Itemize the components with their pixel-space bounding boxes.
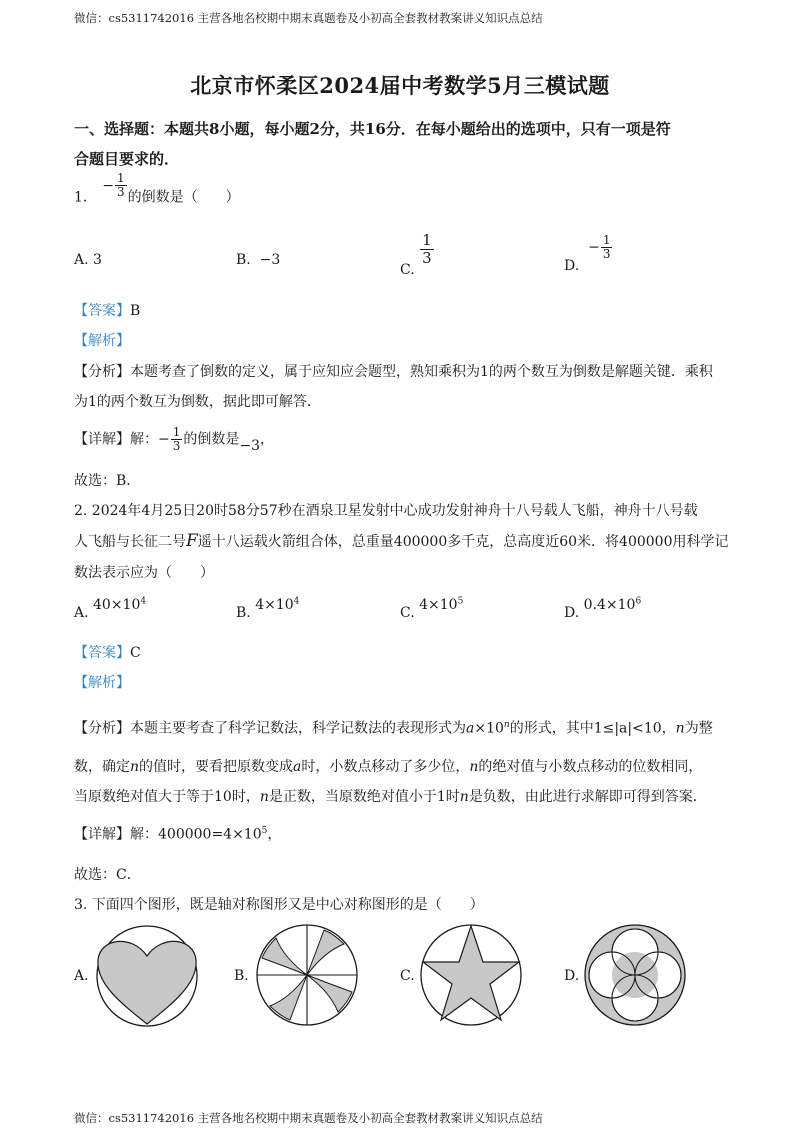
q1-minus: − — [102, 177, 114, 194]
q3-option-d-label: D. — [564, 968, 580, 984]
q3-option-c-label: C. — [400, 968, 415, 984]
q1-answer: 【答案】B — [74, 303, 141, 319]
page-header: 微信：cs5311742016 主营各地名校期中期末真题卷及小初高全套教材教案讲义知识点总结 — [74, 11, 543, 25]
q2-stem-line3: 数法表示应为（ ） — [74, 565, 214, 581]
q2-stem-line1: 2. 2024年4月25日20时58分57秒在酒泉卫星发射中心成功发射神舟十八号载人飞船，神舟十八号载 — [74, 503, 698, 519]
q1-analysis-line2: 为1的两个数互为倒数，据此即可解答． — [74, 394, 321, 410]
q2-option-c: C. $4\times 10^5$ — [400, 596, 464, 621]
q3-stem: 3. 下面四个图形，既是轴对称图形又是中心对称图形的是（ ） — [74, 897, 484, 913]
q1-choose: 故选：B． — [74, 473, 141, 489]
q2-analysis-line2: 数，确定n的值时，要看把原数变成a时，小数点移动了多少位，n的绝对值与小数点移动的位数相同， — [74, 759, 703, 775]
q3-option-a-label: A. — [74, 968, 89, 984]
q2-analysis-tag: 【解析】 — [74, 675, 130, 691]
q1-analysis-tag: 【解析】 — [74, 333, 130, 349]
q3-figure-c-star-in-circle — [418, 922, 524, 1028]
q3-figure-b-pinwheel-in-circle — [254, 922, 360, 1028]
q3-figure-a-heart-in-circle — [92, 924, 202, 1028]
q2-choose: 故选：C． — [74, 867, 141, 883]
q1-stem — [74, 171, 240, 211]
q1-fraction: $\frac{1}{3}$ — [117, 171, 125, 199]
q2-option-a: A. $40\times 10^4$ — [74, 596, 147, 621]
q1-detail: 【详解】解：− $\frac{1}{3}$ 的倒数是−3， — [74, 425, 275, 454]
q1-stem-tail: 的倒数是（ ） — [127, 189, 240, 206]
page-footer: 微信：cs5311742016 主营各地名校期中期末真题卷及小初高全套教材教案讲义知识点总结 — [74, 1111, 543, 1125]
q1-option-c: C. $\frac{1}{3}$ — [400, 231, 432, 278]
q3-option-b-label: B. — [234, 968, 249, 984]
q1-option-b: B. −3 — [236, 252, 281, 268]
q1-option-a: A. 3 — [74, 252, 102, 268]
q2-analysis-line3: 当原数绝对值大于等于10时，n是正数，当原数绝对值小于1时n是负数，由此进行求解即可得到答案． — [74, 789, 707, 805]
q2-analysis-line1: 【分析】本题主要考查了科学记数法，科学记数法的表现形式为$a\times 10^n$的形式，其中1≤|a|<10，n为整 — [74, 720, 713, 737]
page-title: 北京市怀柔区2024届中考数学5月三模试题 — [190, 73, 610, 98]
q2-option-d: D. $0.4\times 10^6$ — [564, 596, 642, 621]
q2-answer: 【答案】C — [74, 645, 141, 661]
q1-option-d: D. − $\frac{1}{3}$ — [564, 233, 611, 274]
q2-stem-line2: 人飞船与长征二号F遥十八运载火箭组合体，总重量400000多千克，总高度近60米．将400000用科学记 — [74, 531, 729, 551]
q2-detail: 【详解】解：$400000=4\times 10^5$， — [74, 826, 282, 843]
q1-number: 1. — [74, 189, 88, 206]
section-heading-line1: 一、选择题：本题共8小题，每小题2分，共16分．在每小题给出的选项中，只有一项是符 — [74, 120, 671, 138]
q1-analysis-line1: 【分析】本题考查了倒数的定义，属于应知应会题型，熟知乘积为1的两个数互为倒数是解题关键．乘积 — [74, 364, 713, 380]
q2-option-b: B. $4\times 10^4$ — [236, 596, 300, 621]
q3-figure-d-four-circles-in-circle — [582, 922, 688, 1028]
section-heading-line2: 合题目要求的． — [74, 150, 180, 168]
